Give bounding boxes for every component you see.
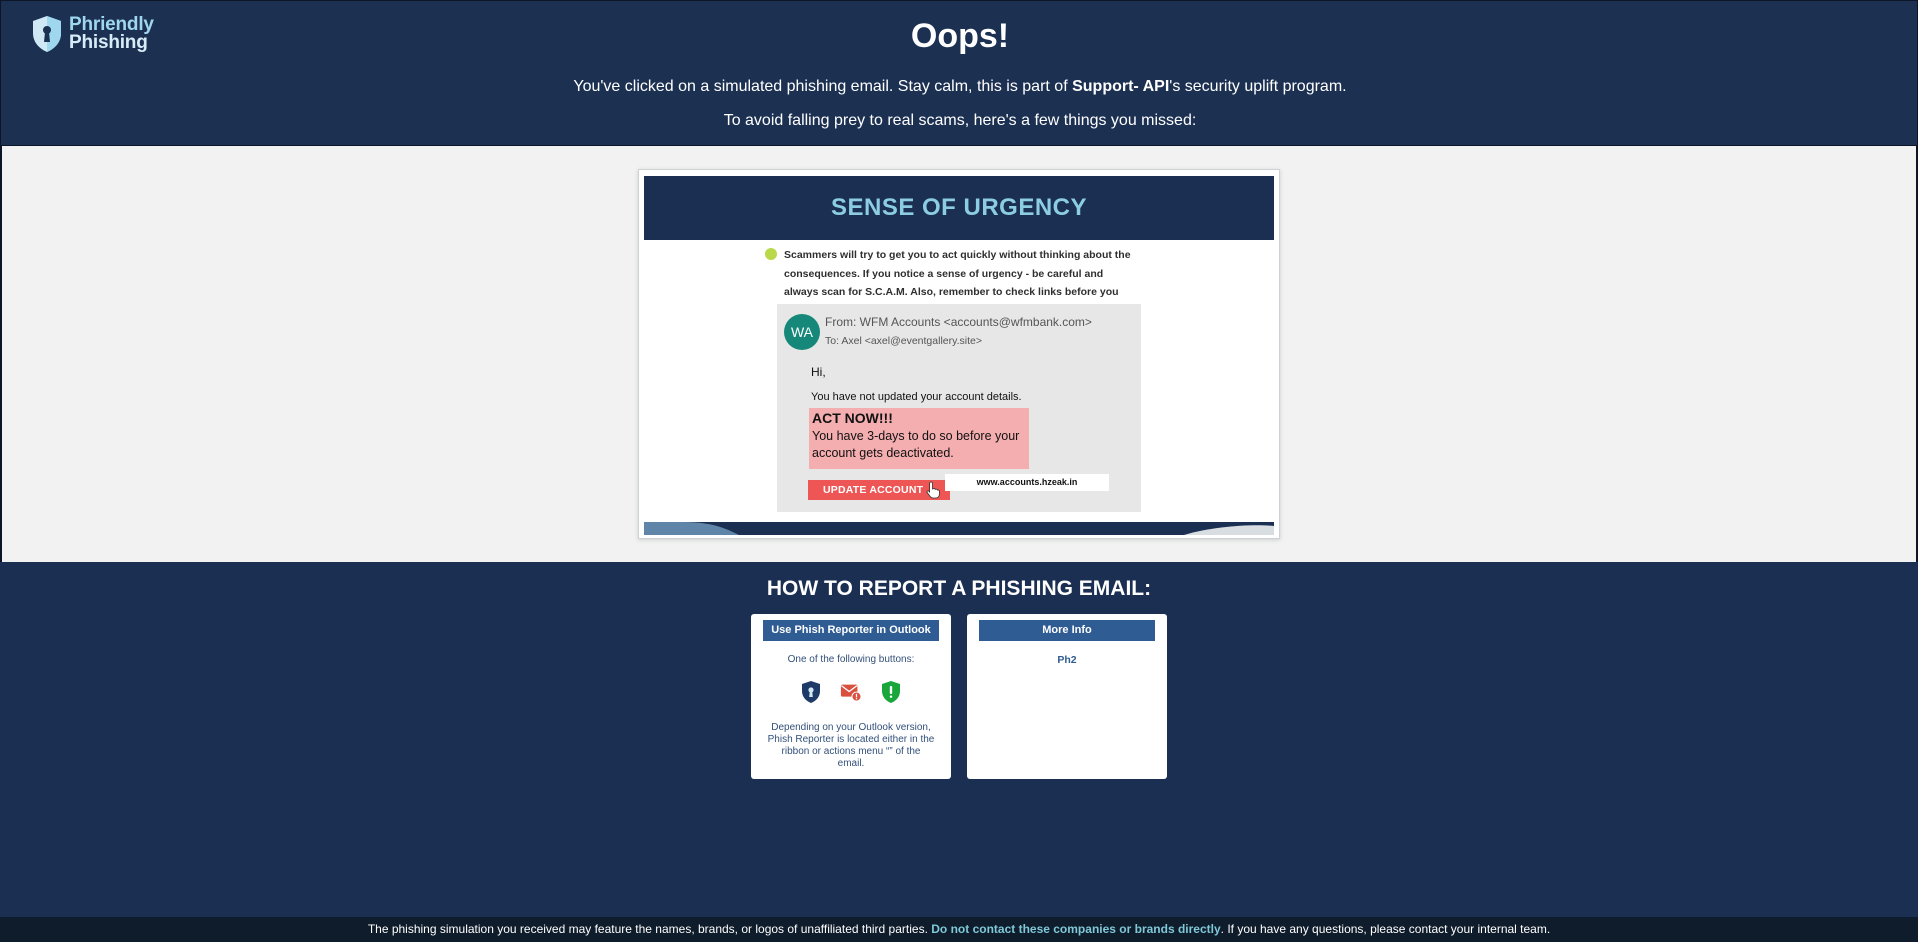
card-footer-wave: [644, 522, 1274, 535]
page-title: Oops!: [910, 17, 1010, 55]
lesson-bullet-text: Scammers will try to get you to act quickly without thinking about the consequences. If you notice a sense of urgency - be careful and always scan for S.C.A.M. Also, remember to check links before you: [784, 249, 1131, 298]
lesson-title: SENSE OF URGENCY: [830, 194, 1088, 221]
header-message-prefix: You've clicked on a simulated phishing email. Stay calm, this is part of: [573, 78, 1073, 95]
reporter-icons: [751, 680, 951, 704]
phish-reporter-subtitle: One of the following buttons:: [787, 654, 915, 665]
phish-reporter-description: Depending on your Outlook version, Phish Reporter is located either in the ribbon or actions menu “” of the email.: [767, 722, 935, 769]
urgent-text: You have 3-days to do so before your account gets deactivated.: [812, 429, 1020, 460]
header: [0, 0, 1918, 146]
urgent-highlight: [809, 408, 1029, 469]
phish-reporter-heading: Use Phish Reporter in Outlook: [763, 620, 939, 641]
mail-alert-icon: [840, 680, 862, 704]
organization-name: Support- API: [1072, 78, 1170, 95]
report-section-title: HOW TO REPORT A PHISHING EMAIL:: [766, 577, 1152, 600]
example-email: [777, 304, 1141, 512]
email-greeting: Hi,: [811, 365, 826, 379]
email-to: To: Axel <axel@eventgallery.site>: [825, 335, 982, 347]
hand-pointer-icon: [926, 481, 940, 499]
shield-alert-icon: [880, 680, 902, 704]
disclaimer-prefix: The phishing simulation you received may feature the names, brands, or logos of unaffiliated third parties.: [367, 922, 932, 936]
disclaimer-warning: Do not contact these companies or brands directly: [931, 922, 1221, 936]
avatar: WA: [784, 314, 820, 350]
header-message-suffix: 's security uplift program.: [1169, 78, 1347, 95]
email-body: You have not updated your account details.: [811, 391, 1022, 403]
logo-line2: Phishing: [69, 32, 148, 53]
shield-keyhole-icon: [800, 680, 822, 704]
link-preview-tooltip: www.accounts.hzeak.in: [945, 474, 1109, 491]
update-account-button: [808, 480, 950, 500]
email-from: From: WFM Accounts <accounts@wfmbank.com>: [825, 315, 1092, 329]
header-message: [1, 78, 1918, 96]
header-subtitle: To avoid falling prey to real scams, here's a few things you missed:: [723, 112, 1197, 129]
lesson-banner: [644, 176, 1274, 240]
more-info-link[interactable]: Ph2: [1057, 654, 1077, 666]
more-info-box: [967, 614, 1167, 779]
more-info-heading: More Info: [979, 620, 1155, 641]
disclaimer: [0, 917, 1918, 942]
disclaimer-suffix: . If you have any questions, please contact your internal team.: [1220, 922, 1551, 936]
logo-line1: Phriendly: [69, 14, 154, 35]
update-account-label: UPDATE ACCOUNT: [823, 484, 924, 496]
urgent-title: ACT NOW!!!: [812, 410, 893, 426]
wave-decoration: [644, 522, 1274, 535]
lesson-card: [638, 169, 1280, 539]
bullet-dot: [765, 248, 777, 260]
phish-reporter-box: [751, 614, 951, 779]
